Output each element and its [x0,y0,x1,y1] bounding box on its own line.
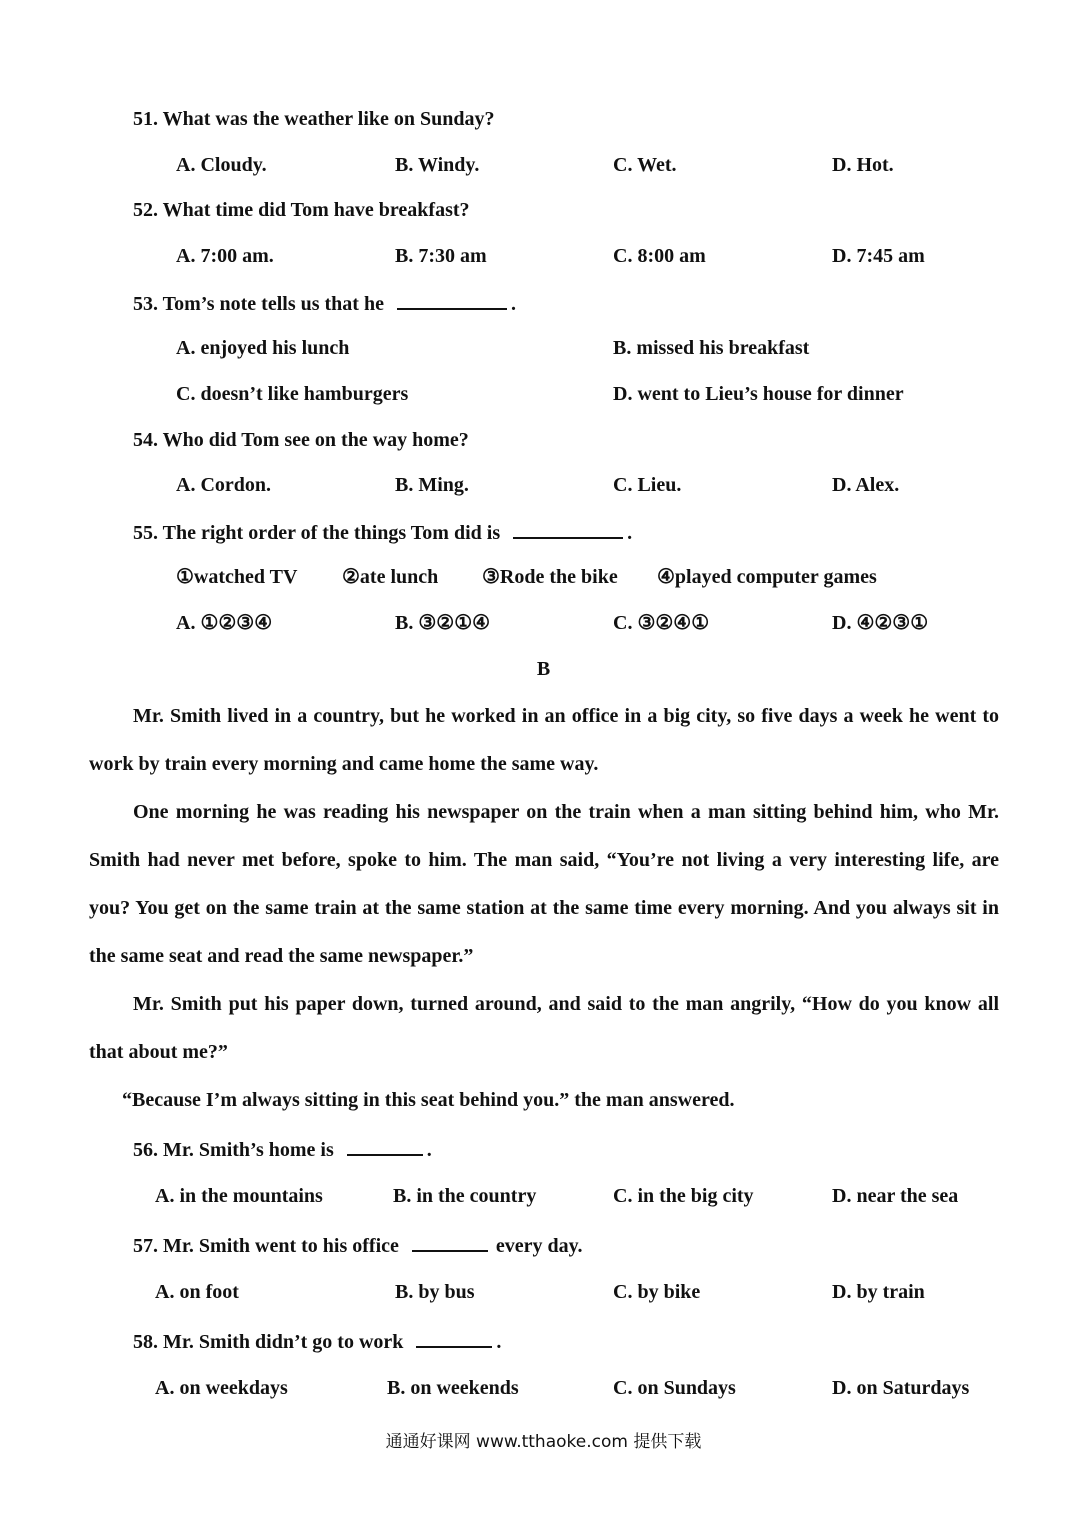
q52-option-c: C. 8:00 am [613,245,706,267]
answer-blank [347,1136,423,1156]
q53-option-d: D. went to Lieu’s house for dinner [613,383,904,405]
question-54 [133,428,469,452]
answer-blank [397,290,507,310]
question-53-end: . [510,293,516,315]
q55-item-1: ①watched TV [176,566,298,588]
q57-option-d: D. by train [832,1281,925,1303]
question-57-text: 57. Mr. Smith went to his office [133,1235,399,1257]
q56-option-a: A. in the mountains [155,1185,323,1207]
q51-option-b: B. Windy. [395,154,480,176]
q55-option-c: C. ③②④① [613,612,710,634]
question-58-end: . [496,1331,502,1353]
q55-item-3: ③Rode the bike [482,566,618,588]
q52-option-b: B. 7:30 am [395,245,487,267]
q54-option-c: C. Lieu. [613,474,682,496]
q57-option-b: B. by bus [395,1281,475,1303]
q58-option-a: A. on weekdays [155,1377,288,1399]
q55-item-2: ②ate lunch [342,566,439,588]
question-56-text: 56. Mr. Smith’s home is [133,1139,334,1161]
question-53-text: 53. Tom’s note tells us that he [133,293,384,315]
question-56 [133,1136,432,1162]
section-title: B [536,658,551,680]
q56-option-c: C. in the big city [613,1185,754,1207]
q53-option-a: A. enjoyed his lunch [176,337,350,359]
passage-paragraph-1: Mr. Smith lived in a country, but he worked in an office in a big city, so five days a week he went to work by train every morning and came home the same way. [89,705,999,775]
question-51 [133,107,495,131]
q57-option-a: A. on foot [155,1281,239,1303]
q53-option-c: C. doesn’t like hamburgers [176,383,409,405]
q54-option-d: D. Alex. [832,474,900,496]
question-56-end: . [426,1139,432,1161]
q54-option-a: A. Cordon. [176,474,272,496]
q51-option-a: A. Cloudy. [176,154,267,176]
q57-option-c: C. by bike [613,1281,701,1303]
q56-option-d: D. near the sea [832,1185,959,1207]
question-58-text: 58. Mr. Smith didn’t go to work [133,1331,404,1353]
q55-option-b: B. ③②①④ [395,612,491,634]
q55-option-d: D. ④②③① [832,612,929,634]
answer-blank [412,1232,488,1252]
question-51-text: 51. What was the weather like on Sunday? [133,108,495,130]
question-53 [133,290,516,316]
question-52 [133,198,470,222]
passage-paragraph-4: “Because I’m always sitting in this seat behind you.” the man answered. [122,1089,735,1111]
page-footer: 通通好课网 www.tthaoke.com 提供下载 [385,1432,702,1452]
question-57 [133,1232,583,1258]
question-57-end: every day. [495,1235,583,1257]
q55-option-a: A. ①②③④ [176,612,273,634]
q51-option-c: C. Wet. [613,154,677,176]
q52-option-d: D. 7:45 am [832,245,925,267]
q58-option-d: D. on Saturdays [832,1377,970,1399]
question-55-text: 55. The right order of the things Tom did is [133,522,501,544]
passage-paragraph-3: Mr. Smith put his paper down, turned around, and said to the man angrily, “How do you know all that about me?” [89,993,999,1063]
q58-option-b: B. on weekends [387,1377,519,1399]
answer-blank [416,1328,492,1348]
question-55-end: . [627,522,633,544]
q54-option-b: B. Ming. [395,474,469,496]
passage-paragraph-2: One morning he was reading his newspaper on the train when a man sitting behind him, who Mr. Smith had never met before, spoke to him. The man said, “You’re not living a very interesting life, are you? You get on the same train at the same station at the same time every morning. And you always sit in the same seat and read the same newspaper.” [89,801,999,967]
question-58 [133,1328,501,1354]
q58-option-c: C. on Sundays [613,1377,736,1399]
q51-option-d: D. Hot. [832,154,894,176]
question-52-text: 52. What time did Tom have breakfast? [133,199,470,221]
q52-option-a: A. 7:00 am. [176,245,274,267]
question-55 [133,519,632,545]
q56-option-b: B. in the country [393,1185,537,1207]
answer-blank [513,519,623,539]
q53-option-b: B. missed his breakfast [613,337,810,359]
q55-item-4: ④played computer games [657,566,877,588]
question-54-text: 54. Who did Tom see on the way home? [133,429,469,451]
